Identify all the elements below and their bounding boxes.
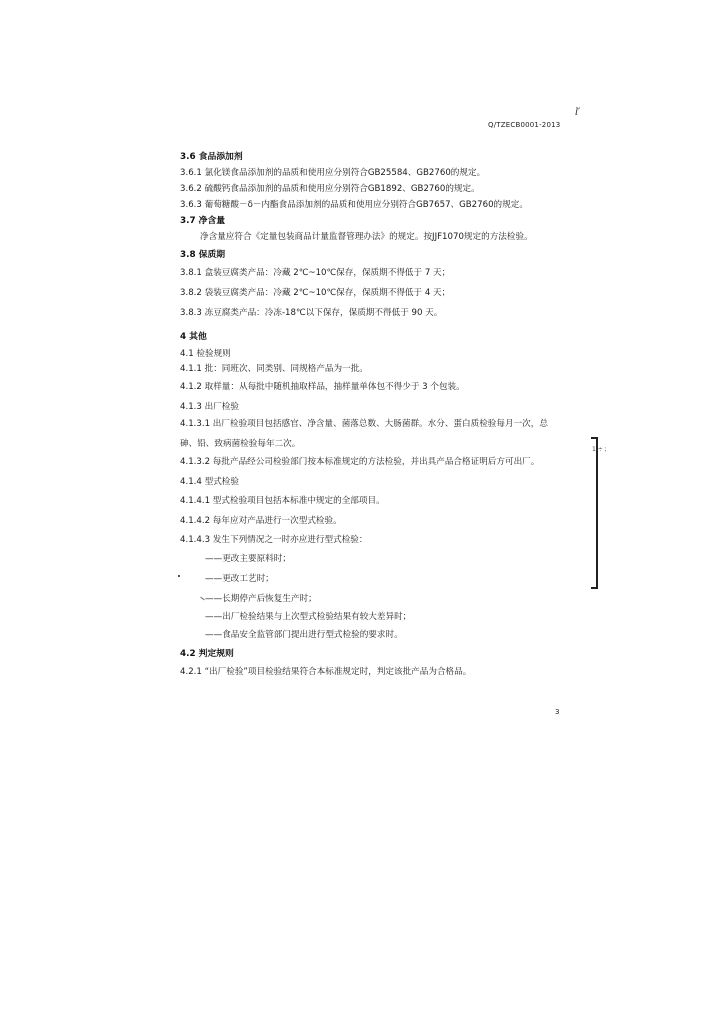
list-item-regulator-request: ——食品安全监管部门提出进行型式检验的要求时。 [205,630,403,640]
clause-4-1-3-1: 4.1.3.1 出厂检验项目包括感官、净含量、菌落总数、大肠菌群。水分、蛋白质检验每月一次，总 [180,419,548,429]
section-4-1: 4.1 检验规则 [180,349,231,359]
clause-4-1-1: 4.1.1 批：同班次、同类别、同规格产品为一批。 [180,364,368,374]
clause-4-1-3-2: 4.1.3.2 每批产品经公司检验部门按本标准规定的方法检验，并出具产品合格证明后方可出厂。 [180,457,540,467]
clause-4-1-4: 4.1.4 型式检验 [180,477,239,487]
page-number: 3 [555,708,560,716]
clause-4-1-4-1: 4.1.4.1 型式检验项目包括本标准中规定的全部项目。 [180,496,385,506]
list-item-resume-production: ——长期停产后恢复生产时； [205,594,317,604]
section-4-2-heading: 4.2 判定规则 [180,649,234,659]
clause-4-2-1: 4.2.1 “出厂检验”项目检验结果符合本标准规定时，判定该批产品为合格品。 [180,667,472,677]
clause-3-6-2: 3.6.2 硫酸钙食品添加剂的品质和使用应分别符合GB1892、GB2760的规定。 [180,184,480,194]
section-3-6-heading: 3.6 食品添加剂 [180,152,243,162]
clause-3-6-1: 3.6.1 氯化镁食品添加剂的品质和使用应分别符合GB25584、GB2760的规定。 [180,168,486,178]
clause-4-1-4-3: 4.1.4.3 发生下列情况之一时亦应进行型式检验： [180,535,368,545]
clause-4-1-3: 4.1.3 出厂检验 [180,402,239,412]
list-item-result-difference: ——出厂检验结果与上次型式检验结果有较大差异时； [205,612,412,622]
list-item-raw-material: ——更改主要原料时； [205,554,291,564]
clause-4-1-4-2: 4.1.4.2 每年应对产品进行一次型式检验。 [180,516,342,526]
clause-3-8-3: 3.8.3 冻豆腐类产品：冷冻-18℃以下保存，保质期不得低于 90 天。 [180,308,443,318]
clause-4-1-2: 4.1.2 取样量：从每批中随机抽取样品，抽样量单体包不得少于 3 个包装。 [180,382,465,392]
section-3-8-heading: 3.8 保质期 [180,250,226,260]
section-3-7-heading: 3.7 净含量 [180,216,226,226]
clause-3-6-3: 3.6.3 葡萄糖酸－δ－内酯食品添加剂的品质和使用应分别符合GB7657、GB2760的规定。 [180,200,528,210]
corner-handwritten-mark: ľ [575,107,580,118]
clause-4-1-3-1-cont: 砷、铅、致病菌检验每年二次。 [180,439,301,449]
margin-bracket [591,437,598,589]
section-4-heading: 4 其他 [180,332,207,342]
scan-speck [178,575,180,577]
clause-3-8-1: 3.8.1 盒装豆腐类产品：冷藏 2℃~10℃保存，保质期不得低于 7 天； [180,268,451,278]
margin-note: 1 ÷ ; [592,446,607,453]
clause-3-7-text: 净含量应符合《定量包装商品计量监督管理办法》的规定。按JJF1070规定的方法检验。 [200,232,533,242]
standard-code: Q/TZECB0001-2013 [488,121,561,129]
list-item-process: ——更改工艺时； [205,574,274,584]
clause-3-8-2: 3.8.2 袋装豆腐类产品：冷藏 2℃~10℃保存，保质期不得低于 4 天； [180,288,451,298]
